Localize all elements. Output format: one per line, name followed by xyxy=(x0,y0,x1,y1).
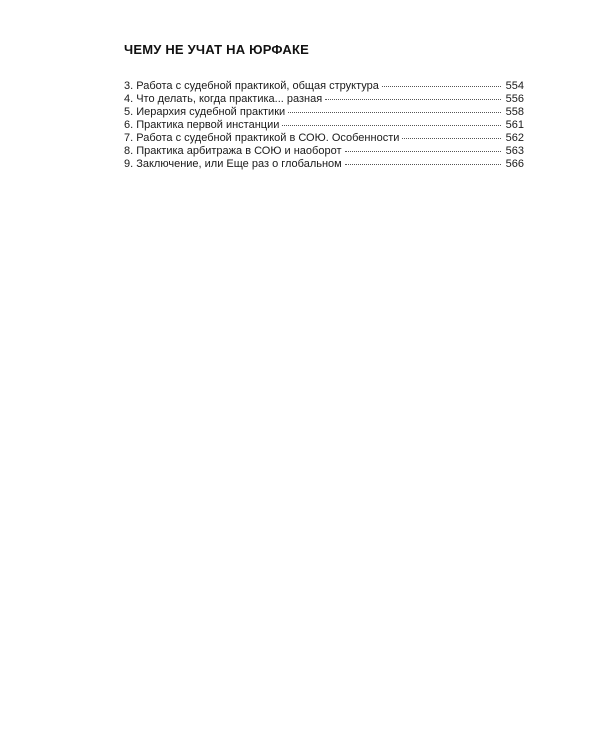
toc-entry-page-number: 566 xyxy=(505,158,524,170)
dot-leader xyxy=(345,151,502,152)
toc-entry-title: 8. Практика арбитража в СОЮ и наоборот xyxy=(124,145,342,157)
dot-leader xyxy=(402,138,501,139)
toc-entry-title: 3. Работа с судебной практикой, общая структура xyxy=(124,80,379,92)
toc-entry-title: 9. Заключение, или Еще раз о глобальном xyxy=(124,158,342,170)
toc-entry-title: 5. Иерархия судебной практики xyxy=(124,106,286,118)
toc-entry-page-number: 563 xyxy=(505,145,524,157)
toc-entry-page-number: 558 xyxy=(505,106,524,118)
toc-entry-page-number: 556 xyxy=(505,93,524,105)
dot-leader xyxy=(345,164,501,165)
toc-entry xyxy=(124,80,524,93)
toc-entry-title: 4. Что делать, когда практика... разная xyxy=(124,93,323,105)
toc-entry-page-number: 554 xyxy=(505,80,524,92)
toc-entry xyxy=(124,132,524,145)
toc-entry xyxy=(124,158,524,171)
toc-entry xyxy=(124,119,524,132)
dot-leader xyxy=(288,112,501,113)
dot-leader xyxy=(382,86,501,87)
dot-leader xyxy=(282,125,501,126)
toc-entry xyxy=(124,145,524,158)
toc-entry xyxy=(124,93,524,106)
dot-leader xyxy=(325,99,501,100)
toc-entry xyxy=(124,106,524,119)
toc-entry-title: 7. Работа с судебной практикой в СОЮ. Особенности xyxy=(124,132,400,144)
toc-entry-page-number: 562 xyxy=(505,132,524,144)
toc-entry-page-number: 561 xyxy=(505,119,524,131)
table-of-contents xyxy=(124,80,524,171)
toc-entry-title: 6. Практика первой инстанции xyxy=(124,119,280,131)
running-head: ЧЕМУ НЕ УЧАТ НА ЮРФАКЕ xyxy=(124,42,309,57)
